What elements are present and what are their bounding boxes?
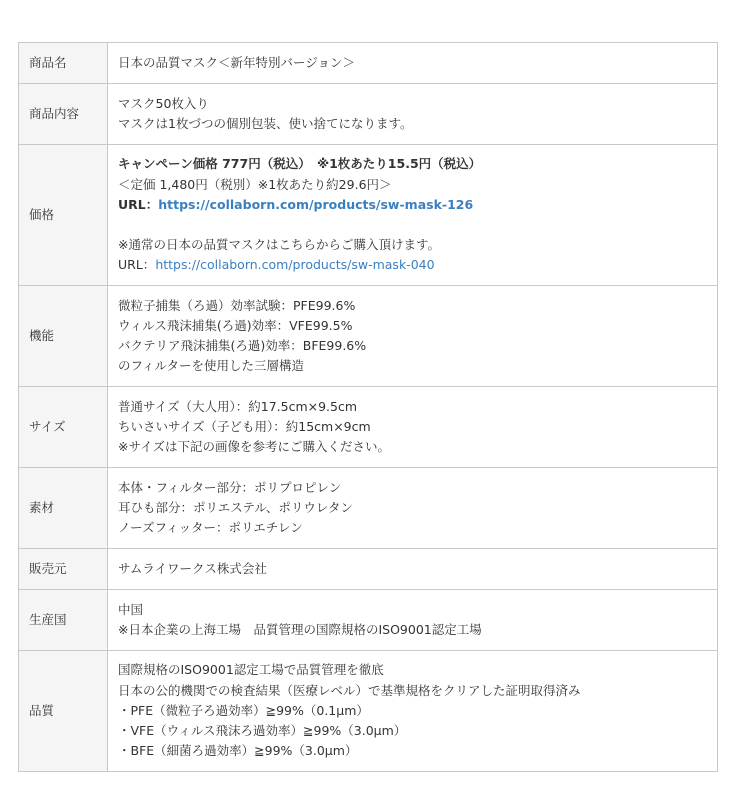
product-spec-table [18,42,718,772]
row-label: 商品内容 [19,84,108,145]
table-row-material [19,468,718,549]
value-line: ※サイズは下記の画像を参考にご購入ください。 [118,439,390,455]
value-line: ウィルス飛沫捕集(ろ過)効率：VFE99.5% [118,317,353,333]
table-row-quality [19,651,718,772]
url-prefix: URL： [118,257,156,273]
campaign-url-line [118,195,707,215]
row-value [108,84,718,145]
value-line: ノーズフィッター：ポリエチレン [118,520,303,536]
row-value [108,549,718,590]
value-line: ※日本企業の上海工場 品質管理の国際規格のISO9001認定工場 [118,622,482,637]
blank-line [118,215,707,235]
value-line: 普通サイズ（大人用）：約17.5cm×9.5cm [118,398,358,414]
row-value [108,590,718,651]
campaign-price: キャンペーン価格 777円（税込） ※1枚あたり15.5円（税込） [118,156,482,172]
regular-url-line [118,255,707,275]
value-line: サムライワークス株式会社 [118,560,267,576]
row-label: 商品名 [19,43,108,84]
value-line: のフィルターを使用した三層構造 [118,358,305,374]
table-row-seller [19,549,718,590]
row-value [108,387,718,468]
value-line: ・VFE（ウィルス飛沫ろ過効率）≧99%（3.0μm） [118,723,407,739]
value-line: 微粒子捕集（ろ過）効率試験：PFE99.6% [118,297,356,313]
value-line: マスクは1枚づつの個別包装、使い捨てになります。 [118,116,413,131]
table-row-origin [19,590,718,651]
row-label: 生産国 [19,590,108,651]
row-value [108,468,718,549]
row-label: 機能 [19,286,108,387]
table-row-size [19,387,718,468]
campaign-product-link[interactable]: https://collaborn.com/products/sw-mask-126 [158,196,474,212]
row-value [108,145,718,286]
value-line: 耳ひも部分：ポリエステル、ポリウレタン [118,499,353,515]
value-line: バクテリア飛沫捕集(ろ過)効率：BFE99.6% [118,338,367,353]
value-line: 国際規格のISO9001認定工場で品質管理を徹底 [118,662,384,678]
row-label: 価格 [19,145,108,286]
value-line: 本体・フィルター部分：ポリプロピレン [118,479,342,495]
value-line: ちいさいサイズ（子ども用）：約15cm×9cm [118,418,371,434]
table-row-price [19,145,718,286]
row-value [108,286,718,387]
regular-product-link[interactable]: https://collaborn.com/products/sw-mask-040 [155,257,435,273]
value-line: 中国 [118,601,144,617]
table-row-contents [19,84,718,145]
value-line: ・PFE（微粒子ろ過効率）≧99%（0.1μm） [118,702,369,718]
value-line: 日本の品質マスク＜新年特別バージョン＞ [118,54,356,70]
table-row-product-name [19,43,718,84]
row-value [108,43,718,84]
regular-mask-note: ※通常の日本の品質マスクはこちらからご購入頂けます。 [118,237,440,253]
row-label: サイズ [19,387,108,468]
table-row-function [19,286,718,387]
value-line: マスク50枚入り [118,95,209,111]
value-line: ・BFE（細菌ろ過効率）≧99%（3.0μm） [118,743,358,759]
row-label: 素材 [19,468,108,549]
row-label: 品質 [19,651,108,772]
url-prefix: URL： [118,196,159,212]
regular-price: ＜定価 1,480円（税別）※1枚あたり約29.6円＞ [118,176,392,192]
row-value [108,651,718,772]
row-label: 販売元 [19,549,108,590]
value-line: 日本の公的機関での検査結果（医療レベル）で基準規格をクリアした証明取得済み [118,682,581,698]
